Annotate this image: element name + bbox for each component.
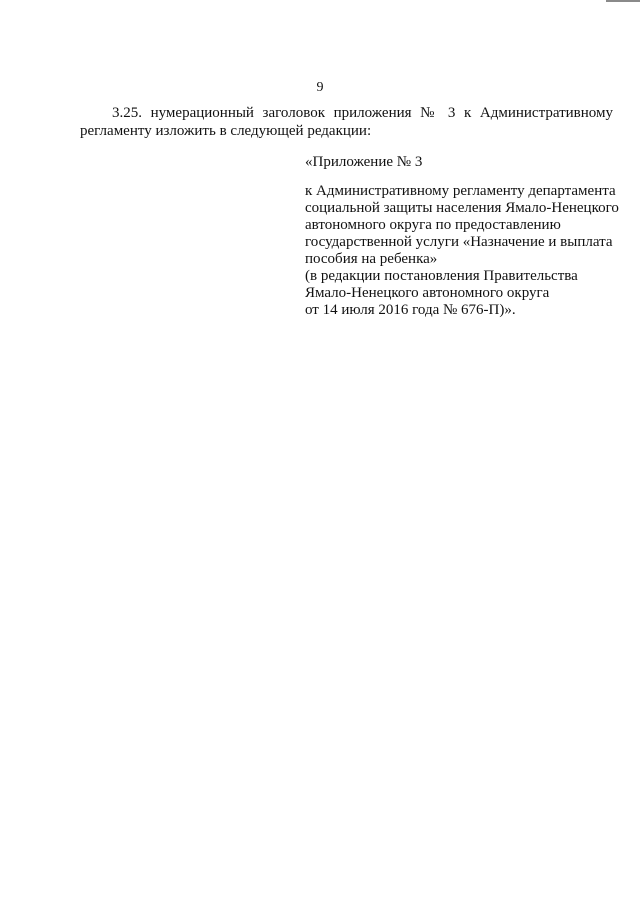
appendix-line: к Административному регламенту департамента	[305, 183, 616, 199]
appendix-line: государственной услуги «Назначение и выплата	[305, 234, 613, 250]
page-number: 9	[316, 80, 324, 95]
paragraph-line-1: 3.25. нумерационный заголовок приложения № 3 к Административному	[112, 105, 613, 121]
appendix-line: Ямало-Ненецкого автономного округа	[305, 285, 550, 301]
paragraph-line-2: регламенту изложить в следующей редакции:	[80, 123, 372, 139]
appendix-line: от 14 июля 2016 года № 676-П)».	[305, 302, 516, 318]
appendix-line: социальной защиты населения Ямало-Ненецкого	[305, 200, 619, 216]
amendment-paragraph	[80, 104, 613, 140]
appendix-heading-block	[305, 154, 625, 319]
appendix-line: пособия на ребенка»	[305, 251, 438, 267]
scan-corner-mark	[606, 0, 640, 2]
appendix-line: (в редакции постановления Правительства	[305, 268, 578, 284]
appendix-line: автономного округа по предоставлению	[305, 217, 561, 233]
appendix-title: «Приложение № 3	[305, 154, 423, 170]
